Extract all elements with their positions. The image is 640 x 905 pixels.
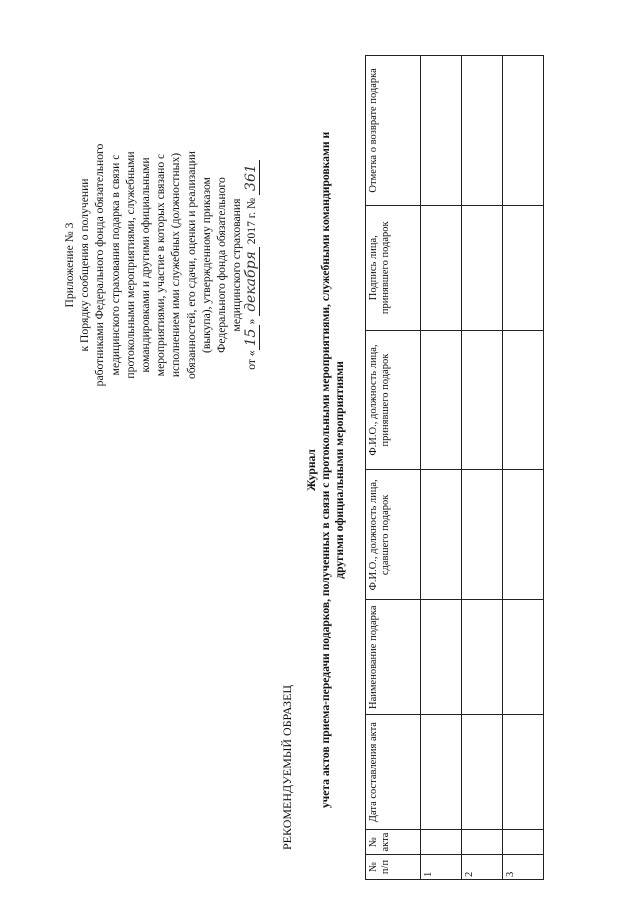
journal-subtitle: учета актов приема-передачи подарков, полученных в связи с протокольными мероприятиями, служебными командировками и (319, 131, 332, 809)
row-number: 3 (503, 855, 544, 880)
appendix-line: к Порядку сообщения о получении (78, 178, 92, 352)
appendix-line: работниками Федерального фонда обязательного (93, 143, 107, 387)
cell (503, 600, 544, 715)
cell (462, 600, 503, 715)
cell (462, 205, 503, 330)
handwritten-month: декабря (243, 247, 260, 316)
appendix-line: мероприятиями, участие в которых связано с (154, 153, 168, 377)
cell (421, 205, 462, 330)
date-prefix: от « (245, 350, 259, 370)
table-header-row (366, 56, 421, 880)
cell (462, 330, 503, 470)
header-cell: Отметка о возврате подарка (366, 56, 421, 206)
header-cell: Подпись лица, принявшего подарок (366, 205, 421, 330)
header-cell: Ф.И.О., должность лица, сдавшего подарок (366, 470, 421, 600)
table-row (503, 56, 544, 880)
date-year: 2017 г. № (245, 197, 259, 245)
cell (421, 715, 462, 830)
journal-subtitle-cont: другими официальными мероприятиями (333, 361, 346, 579)
cell (503, 470, 544, 600)
cell (503, 205, 544, 330)
appendix-line: исполнением ими служебных (должностных) (169, 152, 183, 378)
sample-label: РЕКОМЕНДУЕМЫЙ ОБРАЗЕЦ (280, 684, 294, 850)
header-cell: № п/п (366, 855, 421, 880)
journal-title: Журнал (305, 449, 318, 491)
cell (462, 830, 503, 855)
table-row (462, 56, 503, 880)
appendix-line: обязанностей, его сдачи, оценки и реализации (184, 150, 198, 380)
row-number: 2 (462, 855, 503, 880)
header-cell: Наименование подарка (366, 600, 421, 715)
appendix-line: протокольными мероприятиями, служебными (123, 151, 137, 379)
cell (421, 56, 462, 206)
cell (462, 470, 503, 600)
appendix-line: (выкупа), утвержденному приказом (199, 177, 213, 353)
cell (421, 470, 462, 600)
journal-title-block (305, 55, 347, 885)
appendix-line: медицинского страхования подарка в связи с (108, 154, 122, 376)
cell (421, 330, 462, 470)
order-date-line (244, 65, 259, 465)
cell (503, 830, 544, 855)
table-row (421, 56, 462, 880)
appendix-line: медицинского страхования (230, 198, 244, 332)
row-number: 1 (421, 855, 462, 880)
date-quote: » (245, 318, 259, 325)
appendix-line: Федерального фонда обязательного (215, 177, 229, 353)
handwritten-order-number: 361 (243, 160, 260, 195)
cell (421, 830, 462, 855)
handwritten-day: 15 (243, 325, 260, 351)
cell (462, 56, 503, 206)
header-cell: № акта (366, 830, 421, 855)
header-cell: Ф.И.О., должность лица, принявшего подарок (366, 330, 421, 470)
appendix-line: командировками и другими официальными (139, 157, 153, 373)
cell (503, 715, 544, 830)
cell (503, 330, 544, 470)
appendix-number: Приложение № 3 (63, 222, 76, 308)
cell (462, 715, 503, 830)
appendix-header (62, 65, 260, 465)
journal-table (365, 55, 544, 880)
header-cell: Дата составления акта (366, 715, 421, 830)
cell (421, 600, 462, 715)
cell (503, 56, 544, 206)
